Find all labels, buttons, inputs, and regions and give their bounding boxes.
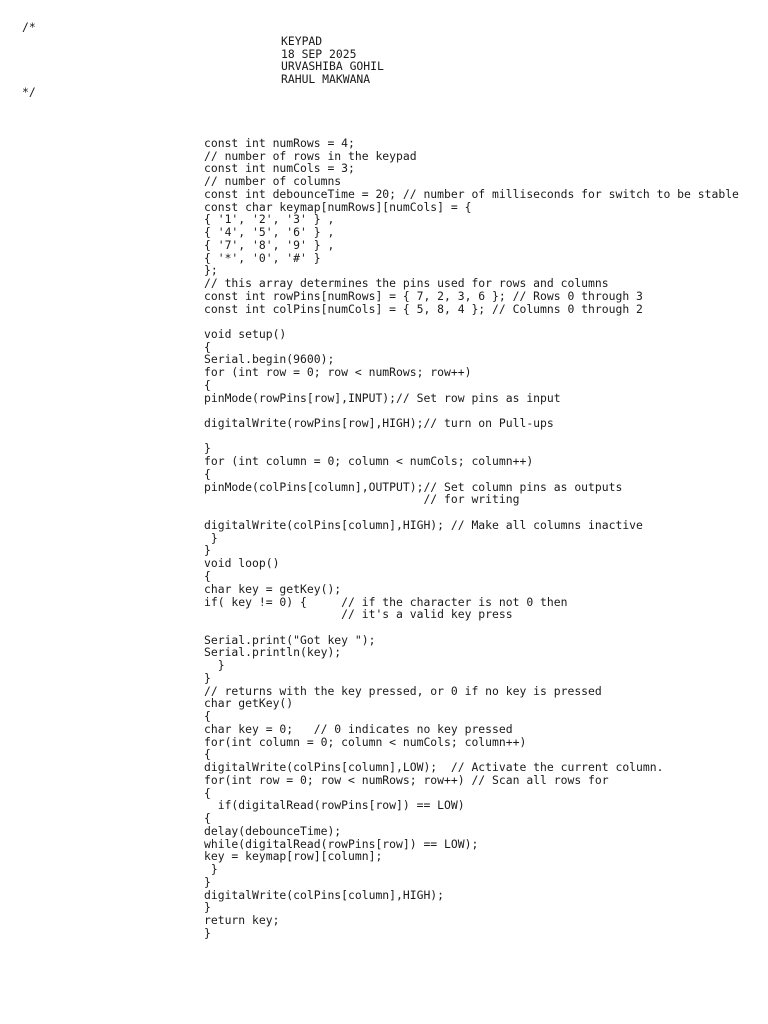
code-line: digitalWrite(colPins[column],HIGH); [204,888,445,902]
code-line: for (int row = 0; row < numRows; row++) [204,365,472,379]
code-line: { [204,467,211,481]
code-line: // this array determines the pins used for rows and columns [204,276,609,290]
code-line: key = keymap[row][column]; [204,849,383,863]
code-line: for(int column = 0; column < numCols; column++) [204,735,527,749]
code-line: { '*', '0', '#' } [204,251,321,265]
code-line: // returns with the key pressed, or 0 if no key is pressed [204,684,602,698]
code-line: pinMode(rowPins[row],INPUT);// Set row pins as input [204,391,561,405]
code-line: digitalWrite(rowPins[row],HIGH);// turn on Pull-ups [204,416,554,430]
code-line: // for writing [204,492,520,506]
code-line: const int debounceTime = 20; // number of milliseconds for switch to be stable [204,187,739,201]
code-line: const int numCols = 3; [204,161,355,175]
code-line: } [204,543,211,557]
code-line: const int rowPins[numRows] = { 7, 2, 3, 6 }; // Rows 0 through 3 [204,289,643,303]
code-line: } [204,441,211,455]
code-line: { [204,811,211,825]
code-line: char key = 0; // 0 indicates no key pressed [204,722,513,736]
code-line: for (int column = 0; column < numCols; column++) [204,454,534,468]
code-line: // number of rows in the keypad [204,149,417,163]
code-line: void setup() [204,327,287,341]
code-line: digitalWrite(colPins[column],LOW); // Activate the current column. [204,760,664,774]
document-title: KEYPAD [281,34,323,48]
code-line: while(digitalRead(rowPins[row]) == LOW); [204,837,479,851]
code-line: void loop() [204,556,280,570]
code-line: { [204,569,211,583]
author-2: RAHUL MAKWANA [281,72,371,86]
code-line: const int numRows = 4; [204,136,355,150]
code-line: { '4', '5', '6' } , [204,225,335,239]
code-line: } [204,531,218,545]
code-line: Serial.print("Got key "); [204,633,376,647]
code-line: } [204,671,211,685]
code-line: Serial.println(key); [204,645,342,659]
code-line: { [204,709,211,723]
code-line: } [204,900,211,914]
code-line: // it's a valid key press [204,607,513,621]
code-line: Serial.begin(9600); [204,352,335,366]
code-line: { [204,786,211,800]
code-line: } [204,658,225,672]
document-date: 18 SEP 2025 [281,47,357,61]
code-line: } [204,862,218,876]
author-1: URVASHIBA GOHIL [281,59,384,73]
code-line: if(digitalRead(rowPins[row]) == LOW) [204,798,465,812]
code-line: { '7', '8', '9' } , [204,238,335,252]
code-line: char getKey() [204,696,294,710]
code-line: pinMode(colPins[column],OUTPUT);// Set column pins as outputs [204,480,623,494]
code-line: { [204,378,211,392]
code-line: { [204,747,211,761]
code-line: { '1', '2', '3' } , [204,212,335,226]
code-line: char key = getKey(); [204,582,342,596]
code-line: } [204,875,211,889]
code-line: }; [204,263,218,277]
code-line: const int colPins[numCols] = { 5, 8, 4 }; // Columns 0 through 2 [204,302,643,316]
comment-open: /* [22,20,36,34]
code-line: } [204,926,211,940]
code-line: // number of columns [204,174,342,188]
code-line: { [204,340,211,354]
code-line: const char keymap[numRows][numCols] = { [204,200,472,214]
code-line: return key; [204,913,280,927]
code-line: delay(debounceTime); [204,824,342,838]
comment-close: */ [22,85,36,99]
code-line: digitalWrite(colPins[column],HIGH); // Make all columns inactive [204,518,643,532]
code-line: for(int row = 0; row < numRows; row++) // Scan all rows for [204,773,609,787]
code-line: if( key != 0) { // if the character is not 0 then [204,595,568,609]
